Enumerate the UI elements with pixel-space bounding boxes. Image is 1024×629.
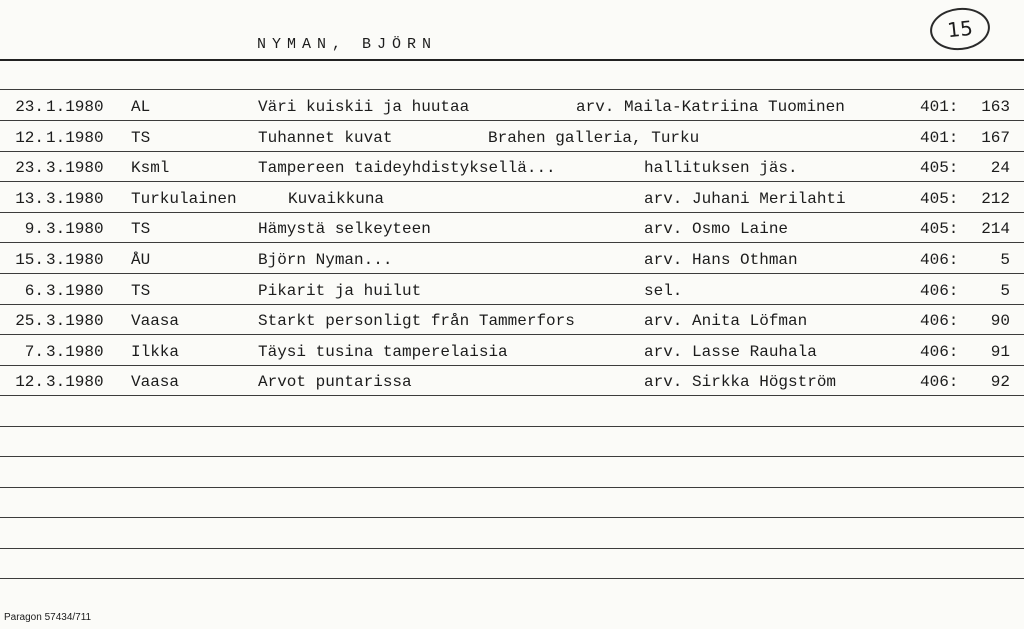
entry-source: TS xyxy=(131,281,151,300)
list-item xyxy=(0,126,1024,150)
entry-title: Tampereen taideyhdistyksellä... xyxy=(258,159,556,178)
entry-note: Brahen galleria, Turku xyxy=(488,128,700,147)
entry-date: 3.1980 xyxy=(46,220,104,239)
entry-note: arv. Maila-Katriina Tuominen xyxy=(576,98,845,116)
ruled-line xyxy=(0,395,1024,396)
list-item xyxy=(0,95,1024,119)
ruled-line xyxy=(0,151,1024,152)
entry-volume: 401: xyxy=(920,98,959,116)
entry-day: 23. xyxy=(15,98,44,116)
entry-note: sel. xyxy=(644,281,683,300)
entry-title: Arvot puntarissa xyxy=(258,373,412,392)
ruled-line xyxy=(0,212,1024,213)
entry-source: ÅU xyxy=(131,251,151,269)
list-item xyxy=(0,340,1024,364)
list-item xyxy=(0,217,1024,241)
entry-page: 90 xyxy=(990,312,1010,331)
entry-date: 1.1980 xyxy=(46,128,104,147)
entry-day: 15. xyxy=(15,251,44,269)
list-item xyxy=(0,279,1024,303)
entry-date: 3.1980 xyxy=(46,281,104,300)
entry-title: Pikarit ja huilut xyxy=(258,281,422,300)
entry-volume: 406: xyxy=(920,281,959,300)
entry-day: 12. xyxy=(15,373,44,392)
entry-note: arv. Sirkka Högström xyxy=(644,373,837,392)
list-item xyxy=(0,156,1024,180)
entry-source: Ilkka xyxy=(131,342,180,361)
ruled-line xyxy=(0,120,1024,121)
entry-page: 5 xyxy=(1000,251,1010,269)
entry-volume: 406: xyxy=(920,342,959,361)
entry-day: 12. xyxy=(15,128,44,147)
circled-page-number: 15 xyxy=(928,5,992,53)
entry-page: 24 xyxy=(990,159,1010,178)
entry-date: 3.1980 xyxy=(46,342,104,361)
ruled-line xyxy=(0,334,1024,335)
entry-title: Hämystä selkeyteen xyxy=(258,220,431,239)
entry-title: Täysi tusina tamperelaisia xyxy=(258,342,508,361)
entry-page: 214 xyxy=(981,220,1010,239)
entry-date: 3.1980 xyxy=(46,159,104,178)
heading-rule xyxy=(0,59,1024,61)
entry-title: Kuvaikkuna xyxy=(288,189,385,208)
entry-volume: 405: xyxy=(920,189,959,208)
entry-title: Väri kuiskii ja huutaa xyxy=(258,98,470,116)
ruled-line xyxy=(0,426,1024,427)
ruled-line xyxy=(0,548,1024,549)
list-item xyxy=(0,370,1024,394)
entry-title: Starkt personligt från Tammerfors xyxy=(258,312,575,331)
entry-source: TS xyxy=(131,220,151,239)
entry-source: Turkulainen xyxy=(131,189,237,208)
entry-page: 163 xyxy=(981,98,1010,116)
entry-volume: 405: xyxy=(920,220,959,239)
entry-volume: 406: xyxy=(920,251,959,269)
entry-volume: 406: xyxy=(920,312,959,331)
entry-page: 212 xyxy=(981,189,1010,208)
entry-source: TS xyxy=(131,128,151,147)
entry-date: 3.1980 xyxy=(46,251,104,269)
ruled-line xyxy=(0,517,1024,518)
entry-page: 91 xyxy=(990,342,1010,361)
entry-date: 3.1980 xyxy=(46,312,104,331)
entry-page: 5 xyxy=(1000,281,1010,300)
ruled-line xyxy=(0,304,1024,305)
entry-note: arv. Anita Löfman xyxy=(644,312,808,331)
ruled-line xyxy=(0,181,1024,182)
entry-note: arv. Hans Othman xyxy=(644,251,798,269)
card-heading: NYMAN, BJÖRN xyxy=(257,36,438,53)
entry-day: 6. xyxy=(24,281,44,300)
entry-day: 9. xyxy=(24,220,44,239)
entry-title: Tuhannet kuvat xyxy=(258,128,393,147)
entry-volume: 406: xyxy=(920,373,959,392)
entry-note: arv. Lasse Rauhala xyxy=(644,342,817,361)
ruled-line xyxy=(0,242,1024,243)
entry-volume: 405: xyxy=(920,159,959,178)
entry-note: arv. Juhani Merilahti xyxy=(644,189,846,208)
entry-volume: 401: xyxy=(920,128,959,147)
entry-day: 23. xyxy=(15,159,44,178)
entry-source: Ksml xyxy=(131,159,170,178)
entry-date: 3.1980 xyxy=(46,189,104,208)
entry-page: 167 xyxy=(981,128,1010,147)
entry-title: Björn Nyman... xyxy=(258,251,393,269)
entry-source: Vaasa xyxy=(131,373,180,392)
list-item xyxy=(0,309,1024,333)
ruled-line xyxy=(0,89,1024,90)
entry-day: 7. xyxy=(24,342,44,361)
ruled-line xyxy=(0,487,1024,488)
ruled-line xyxy=(0,456,1024,457)
entry-date: 3.1980 xyxy=(46,373,104,392)
entry-note: arv. Osmo Laine xyxy=(644,220,789,239)
entry-date: 1.1980 xyxy=(46,98,104,116)
ruled-line xyxy=(0,365,1024,366)
entry-source: Vaasa xyxy=(131,312,180,331)
list-item xyxy=(0,187,1024,211)
list-item xyxy=(0,248,1024,272)
printer-imprint: Paragon 57434/711 xyxy=(4,612,92,623)
entry-day: 25. xyxy=(15,312,44,331)
entry-source: AL xyxy=(131,98,151,116)
entry-page: 92 xyxy=(990,373,1010,392)
ruled-line xyxy=(0,578,1024,579)
entry-note: hallituksen jäs. xyxy=(644,159,798,178)
entry-day: 13. xyxy=(15,189,44,208)
ruled-line xyxy=(0,273,1024,274)
